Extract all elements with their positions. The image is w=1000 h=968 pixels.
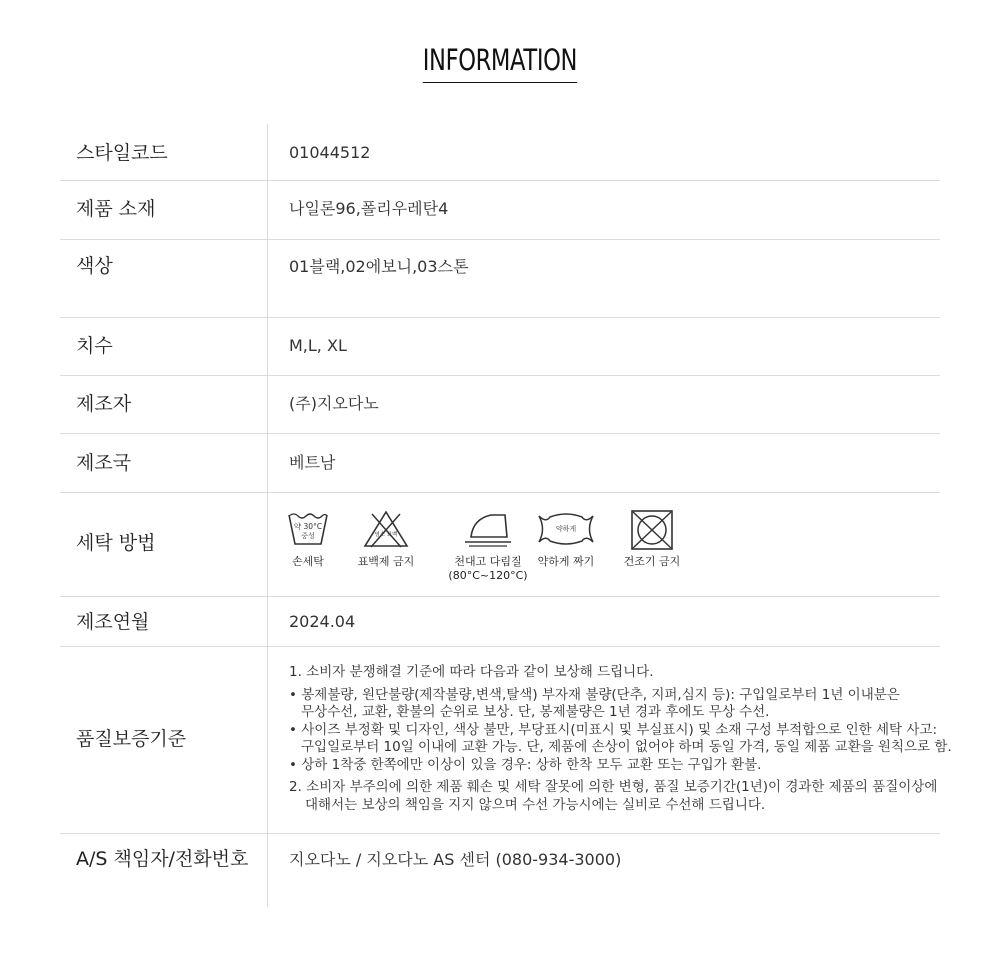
- warranty-line-1: 1. 소비자 분쟁해결 기준에 따라 다음과 같이 보상해 드립니다.: [289, 664, 654, 680]
- no-bleach-caption: 표백제 금지: [357, 555, 415, 568]
- information-table: [60, 124, 952, 909]
- date-label: 제조연월: [76, 611, 150, 633]
- no-bleach-inner: 염소 표백: [374, 532, 398, 538]
- warranty-line-8: 대해서는 보상의 책임을 지지 않으며 수선 가능시에는 실비로 수선해 드립니다.: [305, 796, 766, 813]
- row-washing: [60, 493, 940, 597]
- warranty-line-3: 무상수선, 교환, 환불의 순위로 보상. 단, 봉제불량은 1년 경과 후에도 무상 수선.: [301, 704, 770, 720]
- no-tumble-dry-icon: [630, 509, 674, 551]
- material-value: 나일론96,폴리우레탄4: [289, 199, 449, 218]
- size-label: 치수: [76, 335, 113, 357]
- size-value: M,L, XL: [289, 336, 347, 355]
- no-bleach-care: [348, 509, 424, 569]
- hand-wash-temp: 약 30°C: [293, 522, 323, 531]
- warranty-line-2: • 봉제불량, 원단불량(제작불량,변색,탈색) 부자재 불량(단추, 지퍼,심지 등): 구입일로부터 1년 이내분은: [289, 686, 900, 703]
- row-manufacturer: [60, 376, 940, 434]
- warranty-text: [289, 664, 952, 814]
- row-style-code: [60, 124, 940, 181]
- style-code-value: 01044512: [289, 143, 371, 162]
- hand-wash-detergent: 중성: [301, 532, 315, 540]
- row-date: [60, 597, 940, 647]
- date-value: 2024.04: [289, 612, 356, 631]
- as-contact-label: A/S 책임자/전화번호: [76, 848, 249, 870]
- style-code-label: 스타일코드: [76, 142, 168, 164]
- manufacturer-label: 제조자: [76, 393, 132, 415]
- iron-with-cloth-icon: [461, 509, 515, 549]
- warranty-line-4: • 사이즈 부정확 및 디자인, 색상 불만, 부당표시(미표시 및 부실표시) 및 소재 구성 부적합으로 인한 세탁 사고:: [289, 721, 938, 738]
- care-icons: [282, 509, 702, 589]
- row-warranty: [60, 647, 952, 834]
- material-label: 제품 소재: [76, 198, 156, 220]
- country-value: 베트남: [289, 453, 336, 472]
- warranty-line-5: 구입일로부터 10일 이내에 교환 가능. 단, 제품에 손상이 없어야 하며 동일 가격, 동일 제품 교환을 원칙으로 함.: [301, 739, 952, 755]
- gentle-wring-icon: [536, 509, 596, 549]
- country-label: 제조국: [76, 452, 132, 474]
- row-as-contact: [60, 834, 940, 909]
- washing-label: 세탁 방법: [76, 532, 156, 554]
- gentle-wring-caption: 약하게 짜기: [537, 555, 595, 568]
- row-material: [60, 181, 940, 240]
- gentle-wring-inner: 약하게: [555, 525, 577, 533]
- iron-temp-caption: (80°C~120°C): [448, 569, 528, 582]
- hand-wash-30c-icon: [286, 509, 330, 549]
- row-country: [60, 434, 940, 493]
- manufacturer-value: (주)지오다노: [289, 394, 379, 413]
- as-contact-value: 지오다노 / 지오다노 AS 센터 (080-934-3000): [289, 850, 622, 869]
- row-color: [60, 240, 940, 318]
- color-value: 01블랙,02에보니,03스톤: [289, 257, 469, 276]
- page-title: INFORMATION: [0, 40, 1000, 83]
- hand-wash-care: [282, 509, 334, 569]
- warranty-label: 품질보증기준: [76, 728, 187, 750]
- warranty-line-7: 2. 소비자 부주의에 의한 제품 훼손 및 세탁 잘못에 의한 변형, 품질 보증기간(1년)이 경과한 제품의 품질이상에: [289, 779, 938, 795]
- iron-caption: 천대고 다림질: [454, 555, 522, 568]
- gentle-wring-care: [528, 509, 604, 569]
- hand-wash-caption: 손세탁: [292, 555, 324, 568]
- no-tumble-dry-care: [616, 509, 688, 569]
- row-size: [60, 318, 940, 376]
- color-label: 색상: [76, 255, 113, 277]
- no-tumble-dry-caption: 건조기 금지: [623, 555, 681, 568]
- warranty-line-6: • 상하 1착중 한쪽에만 이상이 있을 경우: 상하 한착 모두 교환 또는 구입가 환불.: [289, 756, 762, 773]
- no-bleach-icon: [361, 509, 411, 549]
